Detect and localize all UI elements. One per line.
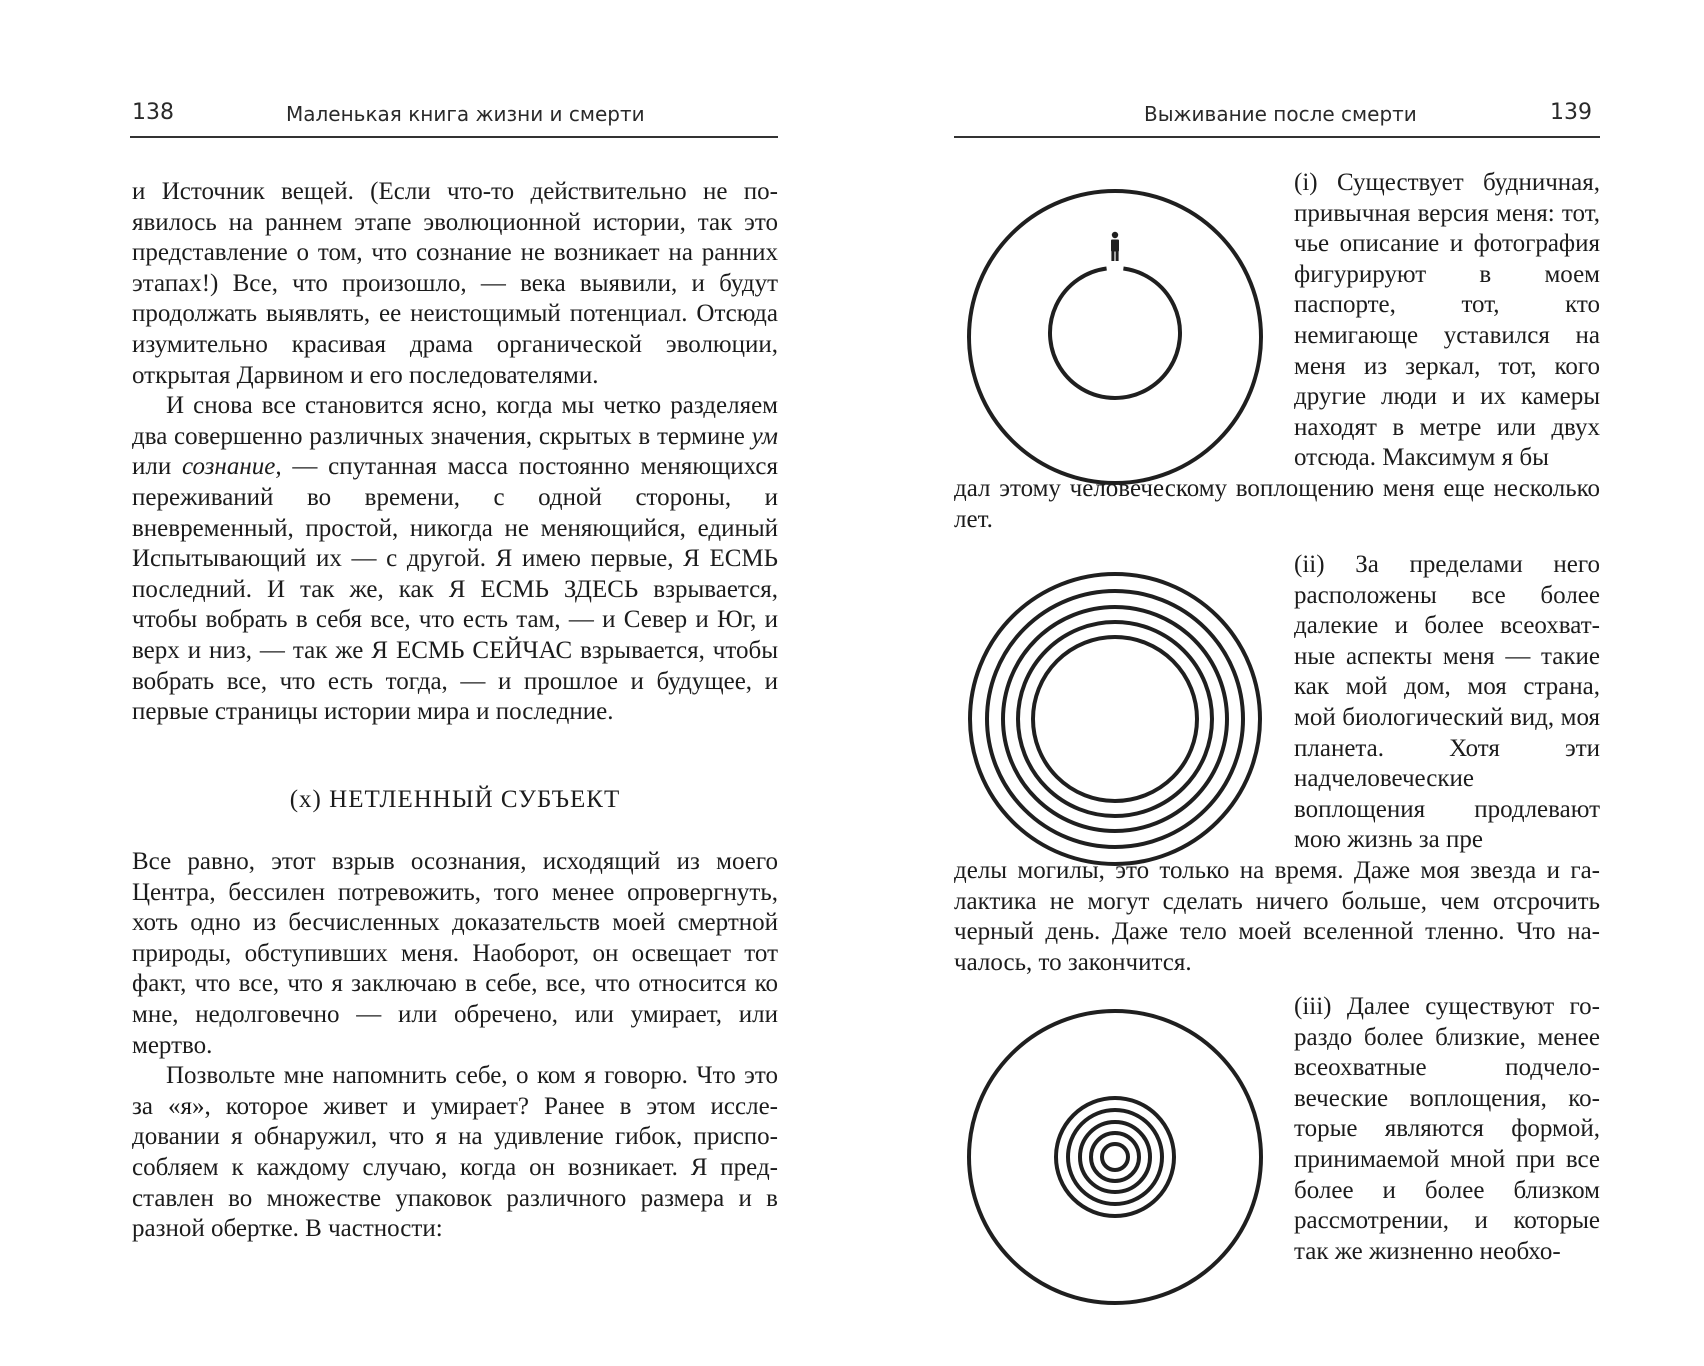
paragraph-2-or: или: [132, 453, 183, 481]
section-ii-full-text: делы могилы, это только на время. Даже моя звезда и галактика не могут сделать ничего больше, чем отсрочить черный день. Даже тело моей вселенной тленно. Что началось, то закончится.: [954, 857, 1600, 976]
section-ii-side-text: (ii) За пределами него расположены все более далекие и более всеохватные аспекты меня — такие как мой дом, моя страна, мой биологический вид, моя планета. Хотя эти надчеловеческие воплощения продлевают мою жизнь за пре: [1294, 551, 1600, 854]
section-iii-side-text: (iii) Далее существуют гораздо более близкие, менее всеохватные подчеловеческие воплощения, которые являются формой, принимаемой мной при все более и более близком рассмотрении, и которые так же жизненно необхо-: [1294, 993, 1600, 1265]
ring-e: [1102, 1144, 1128, 1170]
page-number-left: 138: [132, 100, 174, 125]
page-number-right: 139: [1550, 100, 1592, 125]
figure-closer-self: [958, 1000, 1272, 1314]
section-heading: (x) НЕТЛЕННЫЙ СУБЪЕКТ: [289, 786, 621, 813]
ring-b: [1068, 1110, 1162, 1204]
figure-wider-self-svg: [958, 562, 1272, 876]
figure-wider-self: [958, 562, 1272, 876]
right-page: [852, 0, 1704, 1366]
ring-2: [987, 591, 1243, 847]
left-body-text: [132, 177, 778, 728]
emphasis-um: ум: [751, 422, 778, 450]
figure-everyday-self: [958, 180, 1272, 494]
figure-everyday-self-svg: [958, 180, 1272, 494]
section-i-full-text: дал этому человеческому воплощению меня еще несколько лет.: [954, 475, 1600, 533]
ring-5: [1033, 637, 1197, 801]
paragraph-2-start: И снова все становится ясно, когда мы четко разделяем два совершенно различных значения, скрытых в термине: [132, 392, 778, 450]
ring-outer: [969, 1011, 1261, 1303]
paragraph-2: [132, 391, 778, 728]
ring-d: [1091, 1133, 1139, 1181]
paragraph-1: и Источник вещей. (Если что-то действительно не появилось на раннем этапе эволюционной истории, так это представление о том, что сознание не возникает на ранних этапах!) Все, что произошло, — века выявили, и будут продолжать выявлять, ее неистощимый потенциал. Отсюда изумительно красивая драма органической эволюции, открытая Дарвином и его последователями.: [132, 178, 778, 389]
emphasis-soznanie: сознание,: [182, 453, 282, 481]
person-icon: [1111, 232, 1119, 261]
left-body-text-2: [132, 847, 778, 1245]
paragraph-2-rest: — спутанная масса постоянно меняющихся переживаний во времени, с одной стороны, и вневременный, простой, никогда не меняющийся, единый Испытывающий их — с другой. Я имею первые, Я ЕСМЬ последний. И так же, как Я ЕСМЬ ЗДЕСЬ взрывается, чтобы вобрать в себя все, что есть там, — и Север и Юг, и верх и низ, — так же Я ЕСМЬ СЕЙЧАС взрывается, чтобы вобрать все, что есть тогда, — и прошлое и будущее, и первые страницы истории мира и последние.: [132, 453, 778, 726]
ring-a: [1056, 1098, 1174, 1216]
inner-circle: [1050, 269, 1180, 398]
right-running-head: [954, 96, 1600, 138]
paragraph-4: Позвольте мне напомнить себе, о ком я говорю. Что это за «я», которое живет и умирает? Ранее в этом исследовании я обнаружил, что я на удивление гибок, приспособляем к каждому случаю, когда он возникает. Я представлен во множестве упаковок различного размера и в разной обертке. В частности:: [132, 1062, 778, 1243]
ring-3: [1003, 607, 1227, 831]
running-title-left: Маленькая книга жизни и смерти: [286, 102, 645, 126]
paragraph-3: Все равно, этот взрыв осознания, исходящий из моего Центра, бессилен потревожить, того менее опровергнуть, хоть одно из бесчисленных доказательств моей смертной природы, обступивших меня. Наоборот, он освещает тот факт, что все, что я заключаю в себе, все, что относится ко мне, недолговечно — или обречено, или умирает, или мертво.: [132, 848, 778, 1059]
ring-1: [970, 574, 1260, 864]
left-running-head: [130, 96, 778, 138]
figure-closer-self-svg: [958, 1000, 1272, 1314]
running-title-right: Выживание после смерти: [1144, 102, 1417, 126]
ring-4: [1018, 622, 1212, 816]
section-i-side-text: (i) Существует будничная, привычная версия меня: тот, чье описание и фотография фигурируют в моем паспорте, тот, кто немигающе уставился на меня из зеркал, тот, кого другие люди и их камеры находят в метре или двух отсюда. Максимум я бы: [1294, 169, 1600, 472]
